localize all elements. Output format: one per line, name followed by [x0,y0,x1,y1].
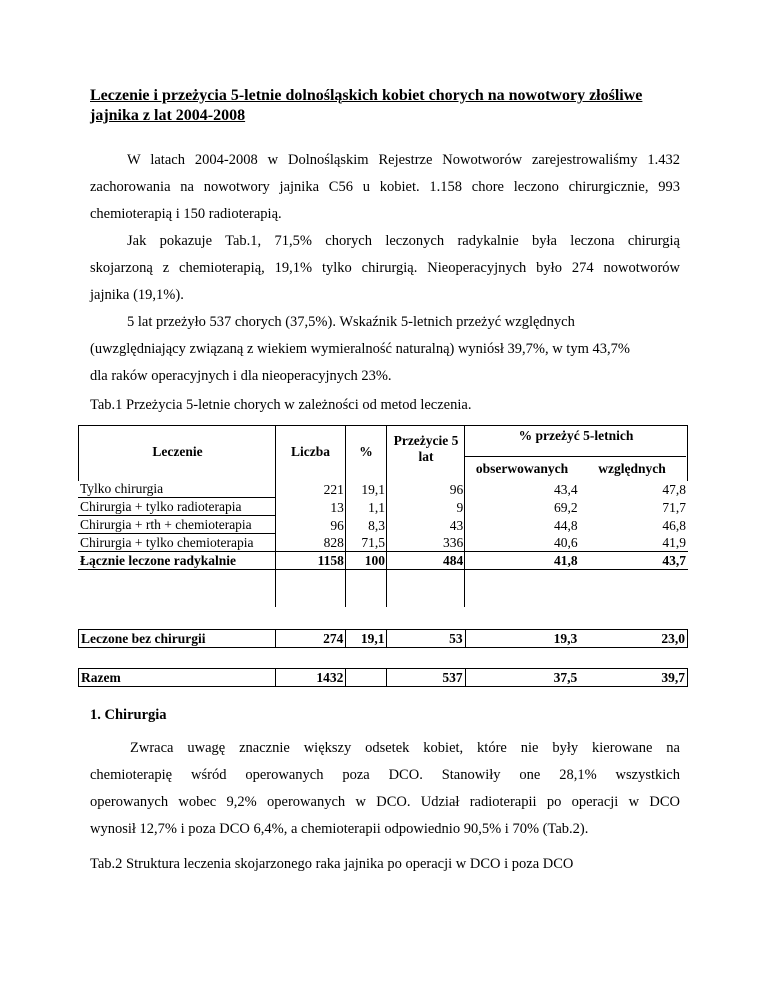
cell-obs: 41,8 [465,552,579,570]
cell-wzgl: 39,7 [661,670,685,685]
intro-line-6: jajnika (19,1%). [90,287,184,303]
cell-wzgl: 43,7 [580,552,688,570]
cell-wzgl: 41,9 [662,535,686,550]
document-title: Leczenie i przeżycia 5-letnie dolnośląskich kobiet chorych na nowotwory złośliwe jajnika z lat 2004-2008 [90,87,643,124]
intro-line-3: chemioterapią i 150 radioterapią. [90,206,282,222]
row-label: Tylko chirurgia [80,481,164,496]
section-line-4: wynosił 12,7% i poza DCO 6,4%, a chemioterapii odpowiednio 90,5% i 70% (Tab.2). [90,821,589,837]
intro-line-4: Jak pokazuje Tab.1, 71,5% chorych leczonych radykalnie była leczona chirurgią [127,233,680,249]
table-row [78,480,688,498]
table1-row-bez [78,629,688,648]
cell-obs: 44,8 [553,517,578,533]
cell-pct: 8,3 [368,517,385,533]
table-row [79,669,688,687]
cell-liczba: 1158 [276,552,346,570]
table-row [78,516,688,534]
row-label: Chirurgia + tylko chemioterapia [78,534,276,552]
table-row [79,630,688,648]
table1-body [78,480,688,570]
intro-line-5: skojarzoną z chemioterapią, 19,1% tylko chirurgią. Nieoperacyjnych było 274 nowotworów [90,260,680,276]
cell-przezycie: 9 [456,499,464,515]
row-label: Chirurgia + rth + chemioterapia [78,516,276,534]
row-label: Chirurgia + tylko radioterapia [78,498,276,516]
section-line-2: chemioterapię wśród operowanych poza DCO. Stanowiły one 28,1% wszystkich [90,767,680,783]
cell-pct [346,669,387,687]
cell-przezycie: 336 [442,535,464,550]
table1-caption: Tab.1 Przeżycia 5-letnie chorych w zależności od metod leczenia. [90,397,472,413]
header-obs: obserwowanych [475,461,569,476]
section-line-1: Zwraca uwagę znacznie większy odsetek kobiet, które nie były kierowane na [130,740,680,756]
cell-wzgl: 71,7 [662,499,686,515]
cell-obs: 43,4 [553,481,578,497]
intro-line-1: W latach 2004-2008 w Dolnośląskim Rejestrze Nowotworów zarejestrowaliśmy 1.432 [127,152,680,168]
cell-wzgl: 46,8 [662,517,686,533]
cell-pct: 1,1 [368,499,385,515]
header-przezycie: Przeżycie 5 lat [393,433,459,464]
row-label: Leczone bez chirurgii [79,630,276,648]
cell-obs: 37,5 [553,670,578,685]
cell-obs: 69,2 [553,499,578,515]
header-group: % przeżyć 5-letnich [518,428,634,443]
cell-pct: 19,1 [346,630,387,648]
table-row [78,498,688,516]
cell-przezycie: 96 [449,481,464,497]
table-row [78,534,688,552]
intro-line-2: zachorowania na nowotwory jajnika C56 u kobiet. 1.158 chore leczono chirurgicznie, 993 [90,179,680,195]
cell-wzgl: 47,8 [662,481,686,497]
header-wzgl: względnych [598,461,666,476]
header-leczenie: Leczenie [152,444,203,459]
cell-liczba: 13 [330,499,344,515]
cell-przezycie: 43 [449,517,464,533]
header-pct: % [359,444,373,459]
cell-liczba: 1432 [276,669,346,687]
intro-line-7: 5 lat przeżyło 537 chorych (37,5%). Wskaźnik 5-letnich przeżyć względnych [127,314,575,330]
cell-liczba: 96 [330,517,344,533]
row-label: Razem [79,669,276,687]
table1-row-razem [78,668,688,687]
cell-przezycie: 537 [387,669,465,687]
intro-line-8: (uwzględniający związaną z wiekiem wymieralność naturalną) wyniósł 39,7%, w tym 43,7% [90,341,630,357]
cell-pct: 19,1 [361,481,385,497]
cell-przezycie: 53 [387,630,465,648]
table2-caption: Tab.2 Struktura leczenia skojarzonego raka jajnika po operacji w DCO i poza DCO [90,856,574,872]
cell-pct: 100 [346,552,387,570]
intro-line-9: dla raków operacyjnych i dla nieoperacyjnych 23%. [90,368,392,384]
row-label: Łącznie leczone radykalnie [78,552,276,570]
table-row-total-radical [78,552,688,570]
table1-group-underline [465,456,686,457]
cell-obs: 19,3 [553,631,578,646]
cell-obs: 40,6 [553,535,578,550]
section-heading: 1. Chirurgia [90,707,167,723]
cell-przezycie: 484 [387,552,465,570]
section-line-3: operowanych wobec 9,2% operowanych w DCO. Udział radioterapii po operacji w DCO [90,794,680,810]
cell-liczba: 274 [276,630,346,648]
cell-pct: 71,5 [361,535,385,550]
header-liczba: Liczba [291,444,330,459]
cell-wzgl: 23,0 [661,631,685,646]
cell-liczba: 221 [323,481,344,497]
cell-liczba: 828 [323,535,344,550]
